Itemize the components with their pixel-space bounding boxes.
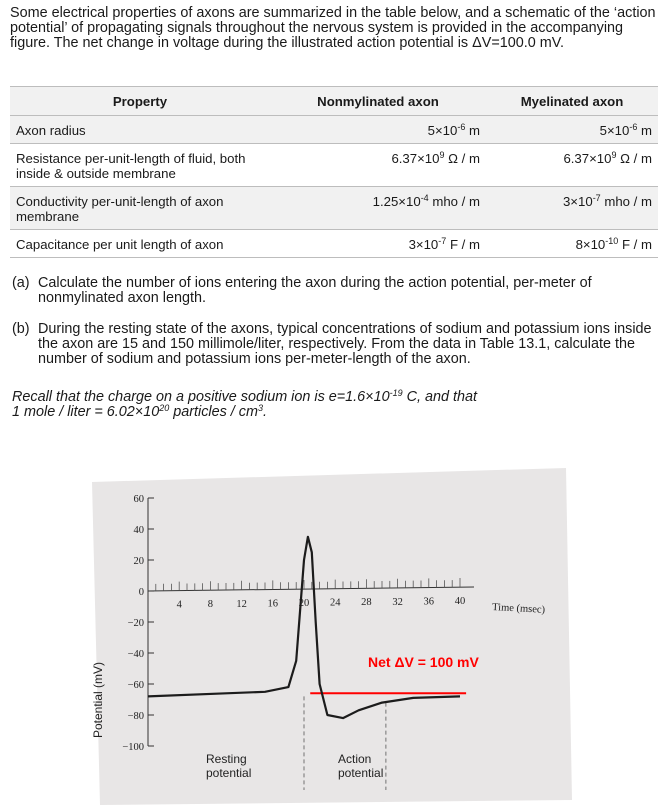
row-myelinated-value: $6.37\times 10^9$ Ω / m [486, 144, 658, 187]
y-tick-label: −20 [127, 618, 144, 629]
table-row [10, 187, 658, 230]
y-tick-label: 0 [138, 587, 144, 598]
x-tick-label: 40 [454, 596, 466, 607]
table-header-row [10, 87, 658, 116]
action-label-line2: potential [338, 766, 384, 780]
row-myelinated-value: $5\times 10^{-6}$ m [486, 116, 658, 144]
header-property: Property [10, 87, 270, 116]
row-myelinated-value: $3\times 10^{-7}$ mho / m [486, 187, 658, 230]
recall-line-2: 1 mole / liter = $6.02\times 10^{20}$ particles / $cm^3$. [12, 403, 267, 420]
header-nonmyelinated: Nonmylinated axon [270, 87, 486, 116]
question-b-label: (b) [12, 321, 30, 337]
table-row [10, 116, 658, 144]
row-nonmyelinated-value: $6.37\times 10^9$ Ω / m [270, 144, 486, 187]
y-tick-label: −80 [127, 711, 144, 722]
axon-properties-table [10, 86, 658, 258]
resting-label-line2: potential [206, 766, 252, 780]
recall-note [12, 390, 652, 420]
row-property: Resistance per-unit-length of fluid, both inside & outside membrane [10, 144, 270, 187]
net-delta-v-annotation: Net ΔV = 100 mV [368, 654, 479, 670]
row-nonmyelinated-value: $1.25\times 10^{-4}$ mho / m [270, 187, 486, 230]
row-myelinated-value: $8\times 10^{-10}$ F / m [486, 230, 658, 258]
question-b-text: During the resting state of the axons, typical concentrations of sodium and potassium ions inside the axon are 15 and 150 millimole/liter, respectively. From the data in Table 13.1, calculate the number of sodium and potassium ions per-meter-length of the axon. [38, 321, 652, 367]
resting-label-line1: Resting [206, 752, 247, 766]
x-tick-label: 32 [392, 596, 403, 608]
question-a [12, 276, 652, 306]
x-tick-label: 28 [361, 597, 372, 609]
header-myelinated: Myelinated axon [486, 87, 658, 116]
row-nonmyelinated-value: $3\times 10^{-7}$ F / m [270, 230, 486, 258]
intro-paragraph: Some electrical properties of axons are summarized in the table below, and a schematic of the ‘action potential’ of propagating signals throughout the nervous system is provided in the accompanying figure. The net change in voltage during the illustrated action potential is ΔV=100.0 mV. [10, 5, 656, 51]
y-tick-label: 20 [133, 556, 144, 567]
row-property: Axon radius [10, 116, 270, 144]
x-tick-label: 16 [267, 598, 279, 610]
figure-background [92, 468, 572, 805]
question-a-label: (a) [12, 275, 30, 291]
x-tick-label: 4 [176, 599, 182, 611]
row-nonmyelinated-value: $5\times 10^{-6}$ m [270, 116, 486, 144]
x-tick-label: 20 [298, 598, 310, 609]
x-tick-label: 24 [329, 597, 341, 609]
question-b [12, 322, 652, 367]
y-tick-label: 40 [133, 525, 144, 536]
y-tick-label: 60 [133, 494, 144, 505]
x-tick-label: 8 [207, 599, 214, 611]
y-tick-label: −100 [122, 742, 144, 753]
x-axis-label: Time (msec) [491, 602, 546, 616]
table-row [10, 144, 658, 187]
row-property: Capacitance per unit length of axon [10, 230, 270, 258]
action-label-line1: Action [338, 752, 372, 766]
recall-line-1: Recall that the charge on a positive sodium ion is $e=1.6\times 10^{-19}$ C, and that [12, 388, 478, 405]
x-tick-label: 36 [423, 596, 435, 608]
y-tick-label: −60 [127, 680, 144, 691]
y-axis-label: Potential (mV) [91, 661, 105, 739]
action-potential-figure [0, 460, 669, 810]
question-a-text: Calculate the number of ions entering the axon during the action potential, per-meter of nonmylinated axon length. [38, 275, 592, 306]
x-tick-label: 12 [236, 598, 247, 610]
table-row [10, 230, 658, 258]
row-property: Conductivity per-unit-length of axon membrane [10, 187, 270, 230]
y-tick-label: −40 [127, 649, 144, 660]
